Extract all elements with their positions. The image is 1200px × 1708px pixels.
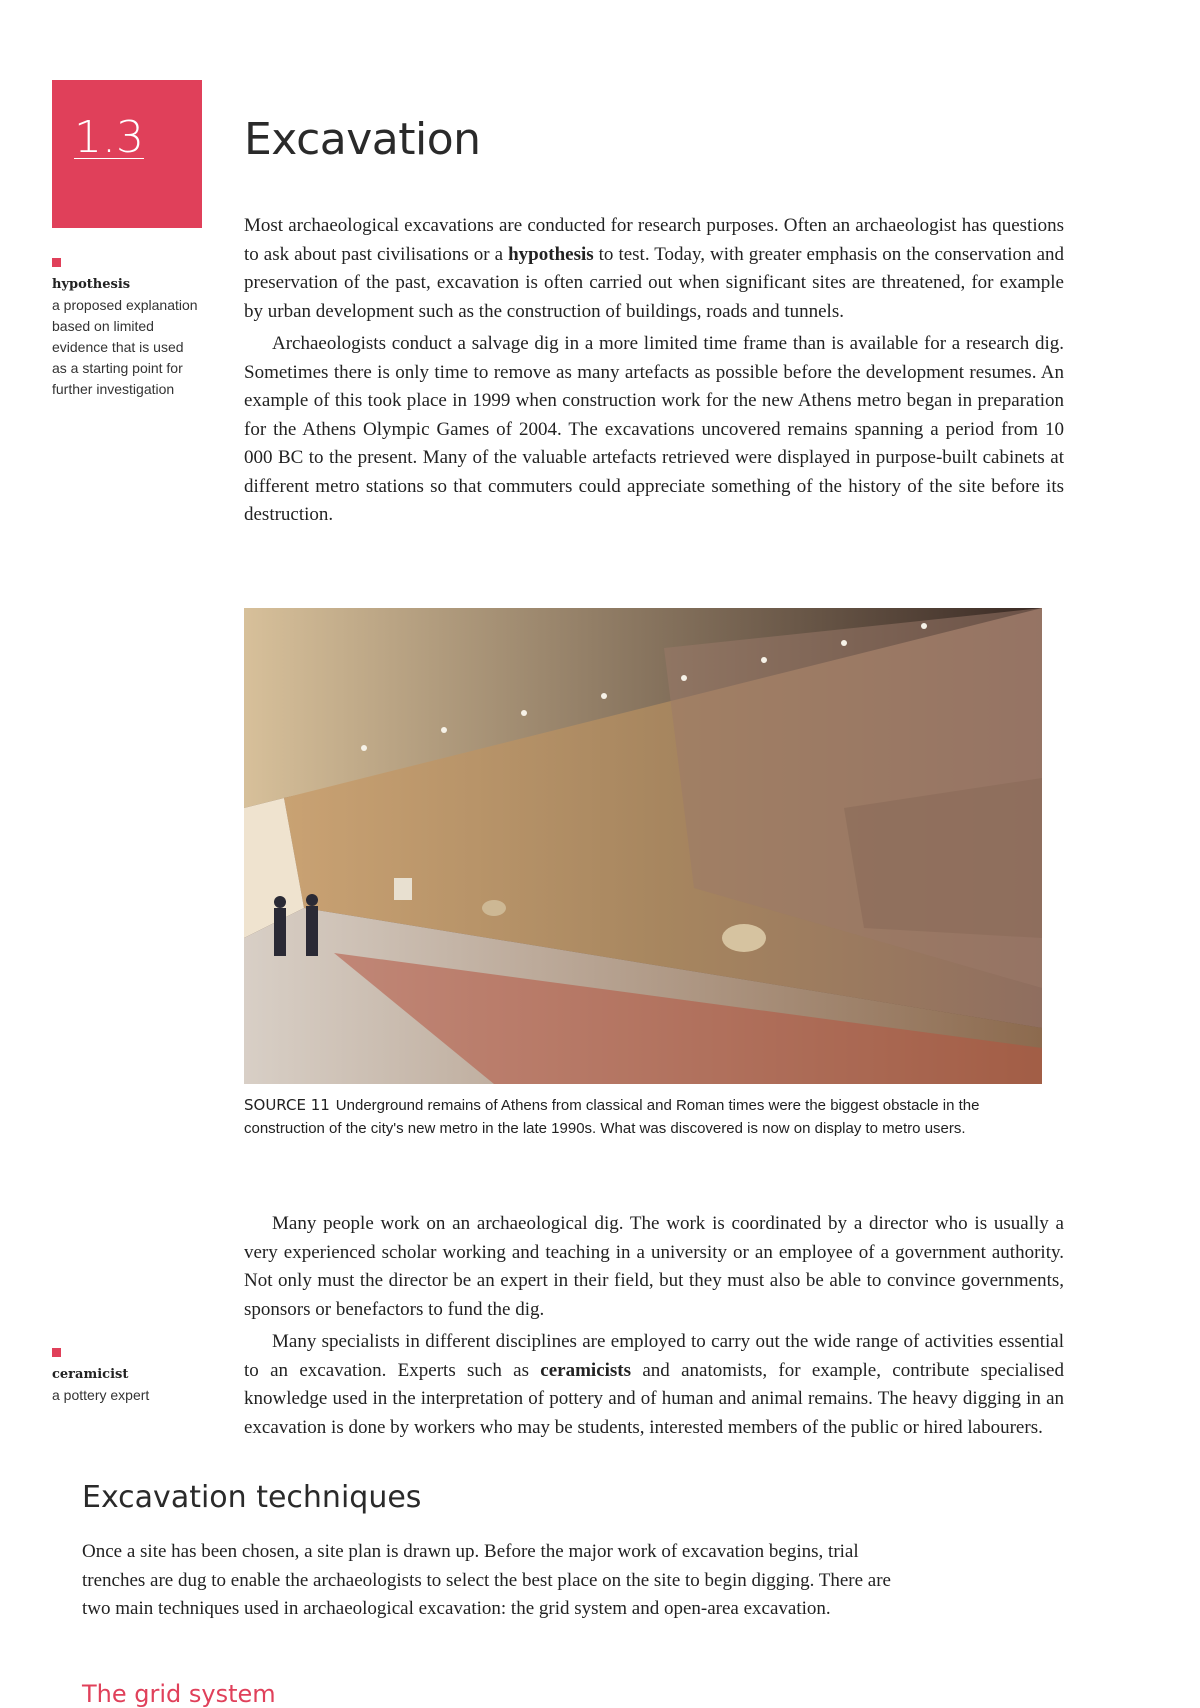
section-number-box xyxy=(52,80,202,228)
body-text-bottom xyxy=(244,1210,1064,1456)
body-text-top xyxy=(244,212,1064,530)
key-term-ceramicists: ceramicists xyxy=(540,1359,632,1381)
subsection-heading: Excavation techniques xyxy=(82,1480,422,1515)
paragraph xyxy=(244,212,1064,326)
metro-excavation-photo xyxy=(244,608,1042,1084)
text-run: and anatomists, for example, contribute specialised knowledge used in the interpretation of pottery and of human and animal remains. The heavy digging in an excavation is done by workers who may be students, interested members of the public or hired labourers. xyxy=(244,1359,1064,1438)
photo-illustration xyxy=(244,608,1042,1084)
next-heading: The grid system xyxy=(82,1680,276,1708)
paragraph: Archaeologists conduct a salvage dig in a more limited time frame than is available for a research dig. Sometimes there is only time to remove as many artefacts as possible before the development resumes. An example of this took place in 1999 when construction work for the new Athens metro began in preparation for the Athens Olympic Games of 2004. The excavations uncovered remains spanning a period from 10 000 BC to the present. Many of the valuable artefacts retrieved were displayed in purpose-built cabinets at different metro stations so that commuters could appreciate something of the history of the site before its destruction. xyxy=(244,333,1064,525)
subsection-paragraph: Once a site has been chosen, a site plan is drawn up. Before the major work of excavation begins, trial trenches are dug to enable the archaeologists to select the best place on the site to begin digging. There are two main techniques used in archaeological excavation: the grid system and open-area excavation. xyxy=(82,1541,891,1619)
glossary-definition: a pottery expert xyxy=(52,1387,150,1403)
glossary-ceramicist xyxy=(52,1348,202,1406)
figure-caption xyxy=(244,1094,1044,1140)
glossary-marker xyxy=(52,1348,61,1357)
glossary-marker xyxy=(52,258,61,267)
glossary-hypothesis xyxy=(52,258,202,400)
text-run: to test. Today, with greater emphasis on the conservation and preservation of the past, excavation is often carried out when significant sites are threatened, for example by urban development such as the construction of buildings, roads and tunnels. xyxy=(244,243,1065,322)
glossary-definition: a proposed explanation based on limited evidence that is used as a starting point for further investigation xyxy=(52,297,198,397)
page-title: Excavation xyxy=(244,114,481,165)
paragraph: Many people work on an archaeological dig. The work is coordinated by a director who is usually a very experienced scholar working and teaching in a university or an employee of a government authority. Not only must the director be an expert in their field, but they must also be able to convince governments, sponsors or benefactors to fund the dig. xyxy=(244,1213,1064,1320)
text-run: Many specialists in different disciplines are employed to carry out the wide range of activities essential to an excavation. Experts such as xyxy=(244,1331,1064,1381)
section-number: 1.3 xyxy=(74,112,144,163)
key-term-hypothesis: hypothesis xyxy=(508,243,594,265)
text-run: Most archaeological excavations are conducted for research purposes. Often an archaeologist has questions to ask about past civilisations or a xyxy=(244,215,1064,265)
glossary-term: ceramicist xyxy=(52,1367,129,1382)
glossary-term: hypothesis xyxy=(52,277,131,292)
source-label: SOURCE 11 xyxy=(244,1096,330,1114)
paragraph xyxy=(244,1328,1064,1442)
caption-text: Underground remains of Athens from classical and Roman times were the biggest obstacle in the construction of the city's new metro in the late 1990s. What was discovered is now on display to metro users. xyxy=(244,1097,980,1137)
